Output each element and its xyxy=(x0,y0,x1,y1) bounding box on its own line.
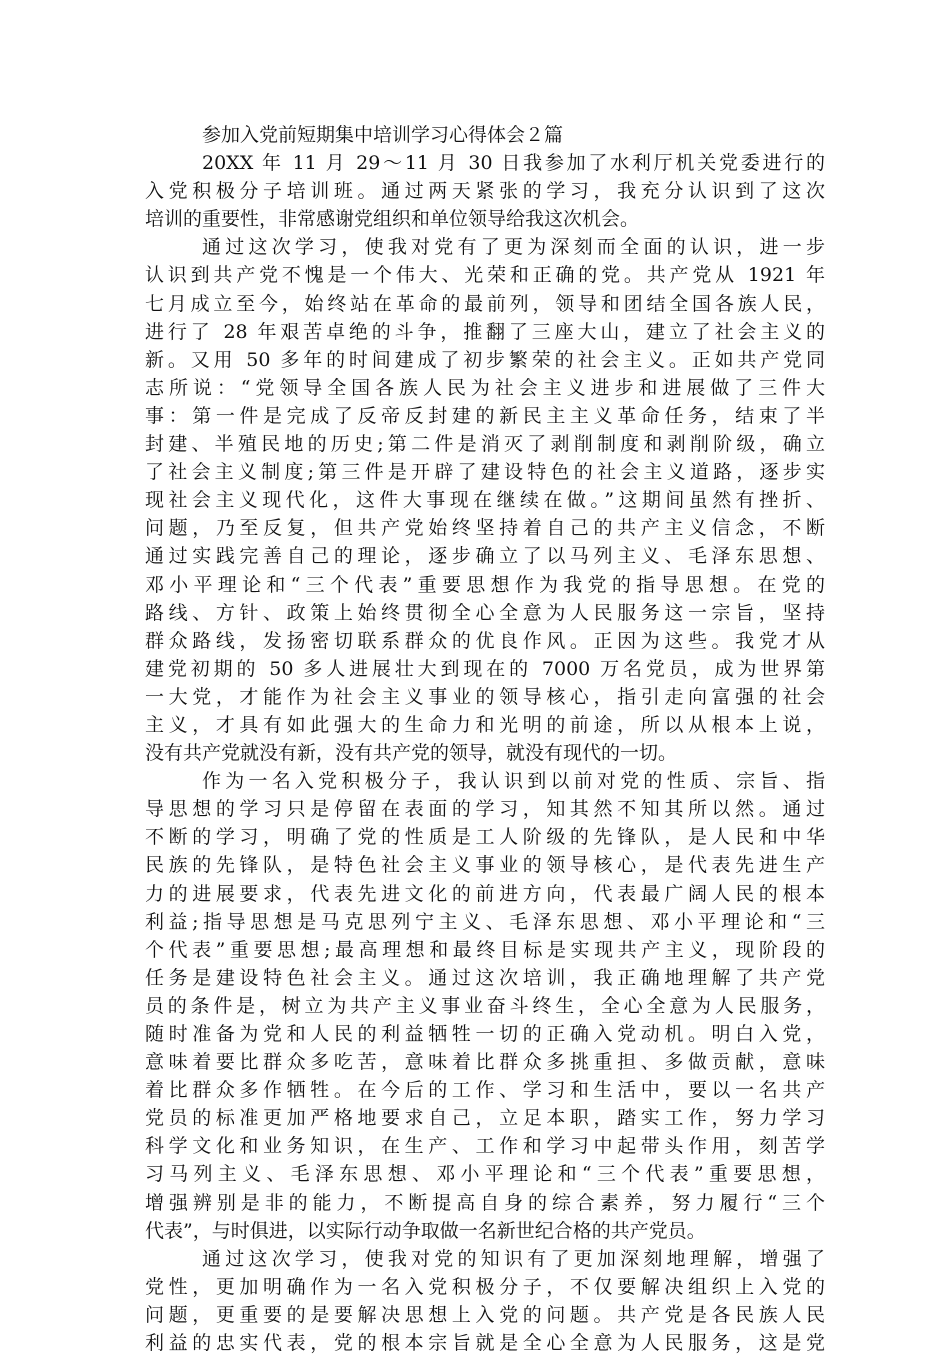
document-title: 参加入党前短期集中培训学习心得体会２篇 xyxy=(202,124,564,146)
paragraph xyxy=(145,233,825,767)
paragraph xyxy=(145,1245,825,1357)
text-line: 志所说：“党领导全国各族人民为社会主义进步和进展做了三件大 xyxy=(145,376,825,399)
text-line: 利益的忠实代表，党的根本宗旨就是全心全意为人民服务，这是党 xyxy=(145,1332,825,1355)
text-line: 进行了 28 年艰苦卓绝的斗争，推翻了三座大山，建立了社会主义的 xyxy=(145,320,825,343)
text-line: 意味着要比群众多吃苦，意味着比群众多挑重担、多做贡献，意味 xyxy=(145,1051,825,1074)
text-line: 认识到共产党不愧是一个伟大、光荣和正确的党。共产党从 1921 年 xyxy=(145,264,825,287)
text-line: 作为一名入党积极分子，我认识到以前对党的性质、宗旨、指 xyxy=(202,770,825,793)
text-line: 员的条件是，树立为共产主义事业奋斗终生，全心全意为人民服务， xyxy=(145,994,825,1017)
text-line: 主义，才具有如此强大的生命力和光明的前途，所以从根本上说， xyxy=(145,713,825,736)
text-line: 新。又用 50 多年的时间建成了初步繁荣的社会主义。正如共产党同 xyxy=(145,348,825,371)
text-line: 20XX 年 11 月 29～11 月 30 日我参加了水利厅机关党委进行的 xyxy=(202,152,825,175)
text-line: 力的进展要求，代表先进文化的前进方向，代表最广阔人民的根本 xyxy=(145,882,825,905)
text-line: 问题，更重要的是要解决思想上入党的问题。共产党是各民族人民 xyxy=(145,1303,825,1326)
text-line: 导思想的学习只是停留在表面的学习，知其然不知其所以然。通过 xyxy=(145,798,825,821)
text-line: 一大党，才能作为社会主义事业的领导核心，指引走向富强的社会 xyxy=(145,685,825,708)
text-line: 习马列主义、毛泽东思想、邓小平理论和“三个代表”重要思想， xyxy=(145,1163,825,1186)
text-line: 问题，乃至反复，但共产党始终坚持着自己的共产主义信念，不断 xyxy=(145,517,825,540)
paragraph xyxy=(145,149,825,233)
text-line: 事：第一件是完成了反帝反封建的新民主主义革命任务，结束了半 xyxy=(145,404,825,427)
text-line: 利益;指导思想是马克思列宁主义、毛泽东思想、邓小平理论和“三 xyxy=(145,910,825,933)
text-line: 建党初期的 50 多人进展壮大到现在的 7000 万名党员，成为世界第 xyxy=(145,657,825,680)
document-body xyxy=(145,121,825,1357)
text-line: 封建、半殖民地的历史;第二件是消灭了剥削制度和剥削阶级，确立 xyxy=(145,433,825,456)
text-line: 邓小平理论和“三个代表”重要思想作为我党的指导思想。在党的 xyxy=(145,573,825,596)
text-line: 培训的重要性，非常感谢党组织和单位领导给我这次机会。 xyxy=(145,208,640,231)
text-line: 群众路线，发扬密切联系群众的优良作风。正因为这些。我党才从 xyxy=(145,629,825,652)
text-line: 七月成立至今，始终站在革命的最前列，领导和团结全国各族人民， xyxy=(145,292,825,315)
text-line: 党性，更加明确作为一名入党积极分子，不仅要解决组织上入党的 xyxy=(145,1275,825,1298)
text-line: 增强辨别是非的能力，不断提高自身的综合素养，努力履行“三个 xyxy=(145,1191,825,1214)
text-line: 路线、方针、政策上始终贯彻全心全意为人民服务这一宗旨，坚持 xyxy=(145,601,825,624)
text-line: 入党积极分子培训班。通过两天紧张的学习，我充分认识到了这次 xyxy=(145,180,825,203)
text-line: 党员的标准更加严格地要求自己，立足本职，踏实工作，努力学习 xyxy=(145,1107,825,1130)
text-line: 没有共产党就没有新，没有共产党的领导，就没有现代的一切。 xyxy=(145,742,678,765)
paragraph xyxy=(145,767,825,1245)
text-line: 任务是建设特色社会主义。通过这次培训，我正确地理解了共产党 xyxy=(145,966,825,989)
text-line: 通过这次学习，使我对党的知识有了更加深刻地理解，增强了 xyxy=(202,1247,825,1270)
text-line: 随时准备为党和人民的利益牺牲一切的正确入党动机。明白入党， xyxy=(145,1023,825,1045)
text-line: 通过这次学习，使我对党有了更为深刻而全面的认识，进一步 xyxy=(202,236,825,259)
text-line: 不断的学习，明确了党的性质是工人阶级的先锋队，是人民和中华 xyxy=(145,826,825,849)
paragraph-container xyxy=(145,149,825,1357)
text-line: 了社会主义制度;第三件是开辟了建设特色的社会主义道路，逐步实 xyxy=(145,461,825,484)
text-line: 通过实践完善自己的理论，逐步确立了以马列主义、毛泽东思想、 xyxy=(145,545,825,568)
text-line: 个代表”重要思想;最高理想和最终目标是实现共产主义，现阶段的 xyxy=(145,938,825,961)
text-line: 代表”，与时俱进，以实际行动争取做一名新世纪合格的共产党员。 xyxy=(145,1219,706,1242)
text-line: 现社会主义现代化，这件大事现在继续在做。”这期间虽然有挫折、 xyxy=(145,489,825,512)
text-line: 科学文化和业务知识，在生产、工作和学习中起带头作用，刻苦学 xyxy=(145,1135,825,1158)
text-line: 民族的先锋队，是特色社会主义事业的领导核心，是代表先进生产 xyxy=(145,854,825,877)
text-line: 着比群众多作牺牲。在今后的工作、学习和生活中，要以一名共产 xyxy=(145,1079,825,1102)
